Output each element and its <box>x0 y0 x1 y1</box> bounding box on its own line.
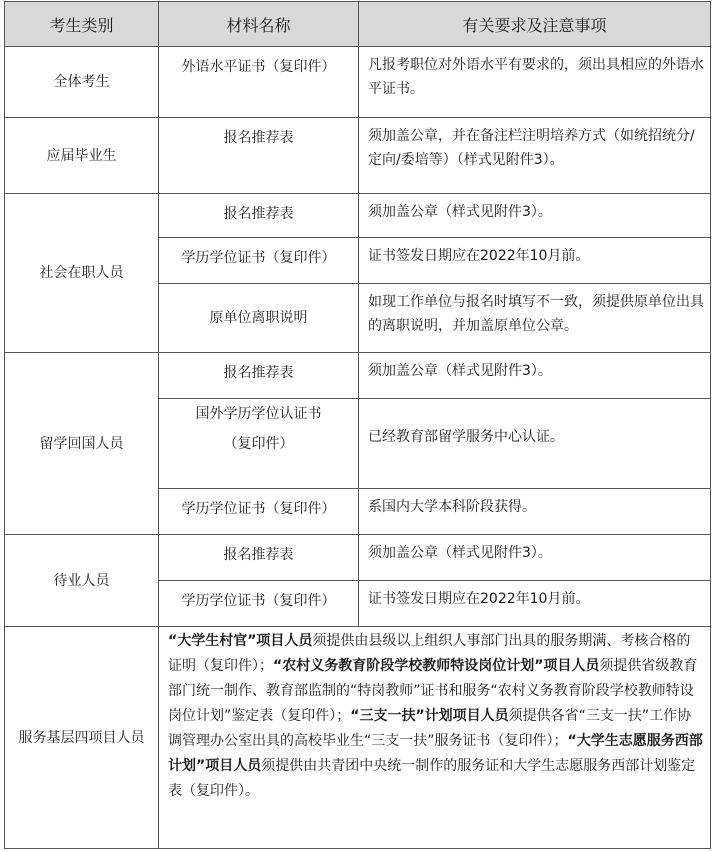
note-cell: 须加盖公章（样式见附件3）。 <box>359 194 711 238</box>
note-cell: 凡报考职位对外语水平有要求的，须出具相应的外语水平证书。 <box>359 47 711 118</box>
material-line: 国外学历学位认证书 <box>195 406 322 422</box>
requirements-table <box>4 1 711 849</box>
table-row <box>5 194 711 238</box>
header-row <box>5 2 711 47</box>
project-requirement: 须提供省级教育部门统一制作、教育部监制的“特岗教师”证书和服务“农村义务教育阶段学校教师特设岗位计划”鉴定表（复印件）； <box>168 658 698 724</box>
material-cell: 学历学位证书（复印件） <box>159 238 359 284</box>
project-requirement: 须提供各省“三支一扶”工作协调管理办公室出具的高校毕业生“三支一扶”服务证书（复印件）； <box>168 708 692 749</box>
project-requirement: 须提供由共青团中央统一制作的服务证和大学生志愿服务西部计划鉴定表（复印件）。 <box>168 758 696 799</box>
table-row <box>5 353 711 399</box>
header-material: 材料名称 <box>159 2 359 47</box>
material-cell: 外语水平证书（复印件） <box>159 47 359 118</box>
header-notes: 有关要求及注意事项 <box>359 2 711 47</box>
project-name: “大学生村官”项目人员 <box>168 633 313 649</box>
material-cell <box>159 399 359 489</box>
category-cell: 全体考生 <box>5 47 159 118</box>
material-cell: 报名推荐表 <box>159 118 359 194</box>
material-cell: 报名推荐表 <box>159 194 359 238</box>
category-cell: 待业人员 <box>5 535 159 627</box>
material-cell: 学历学位证书（复印件） <box>159 489 359 535</box>
project-name: “三支一扶”计划项目人员 <box>350 708 509 724</box>
note-cell: 如现工作单位与报名时填写不一致，须提供原单位出具的离职说明，并加盖原单位公章。 <box>359 284 711 353</box>
category-cell: 留学回国人员 <box>5 353 159 535</box>
note-cell: 须加盖公章，并在备注栏注明培养方式（如统招统分/定向/委培等）（样式见附件3）。 <box>359 118 711 194</box>
note-cell: 证书签发日期应在2022年10月前。 <box>359 581 711 627</box>
note-cell: 须加盖公章（样式见附件3）。 <box>359 353 711 399</box>
grassroots-requirements <box>159 627 711 849</box>
table-row <box>5 627 711 849</box>
table-row <box>5 535 711 581</box>
material-cell: 报名推荐表 <box>159 535 359 581</box>
category-cell: 社会在职人员 <box>5 194 159 353</box>
project-name: “大学生志愿服务西部计划”项目人员 <box>168 733 703 774</box>
note-cell: 证书签发日期应在2022年10月前。 <box>359 238 711 284</box>
category-cell: 服务基层四项目人员 <box>5 627 159 849</box>
category-cell: 应届毕业生 <box>5 118 159 194</box>
table-row <box>5 47 711 118</box>
project-requirement: 须提供由县级以上组织人事部门出具的服务期满、考核合格的证明（复印件）； <box>168 633 691 674</box>
header-category: 考生类别 <box>5 2 159 47</box>
table-row <box>5 118 711 194</box>
project-name: “农村义务教育阶段学校教师特设岗位计划”项目人员 <box>273 658 600 674</box>
note-cell: 系国内大学本科阶段获得。 <box>359 489 711 535</box>
material-cell: 学历学位证书（复印件） <box>159 581 359 627</box>
note-cell: 已经教育部留学服务中心认证。 <box>359 399 711 489</box>
material-cell: 原单位离职说明 <box>159 284 359 353</box>
material-cell: 报名推荐表 <box>159 353 359 399</box>
material-line: （复印件） <box>223 436 294 452</box>
note-cell: 须加盖公章（样式见附件3）。 <box>359 535 711 581</box>
